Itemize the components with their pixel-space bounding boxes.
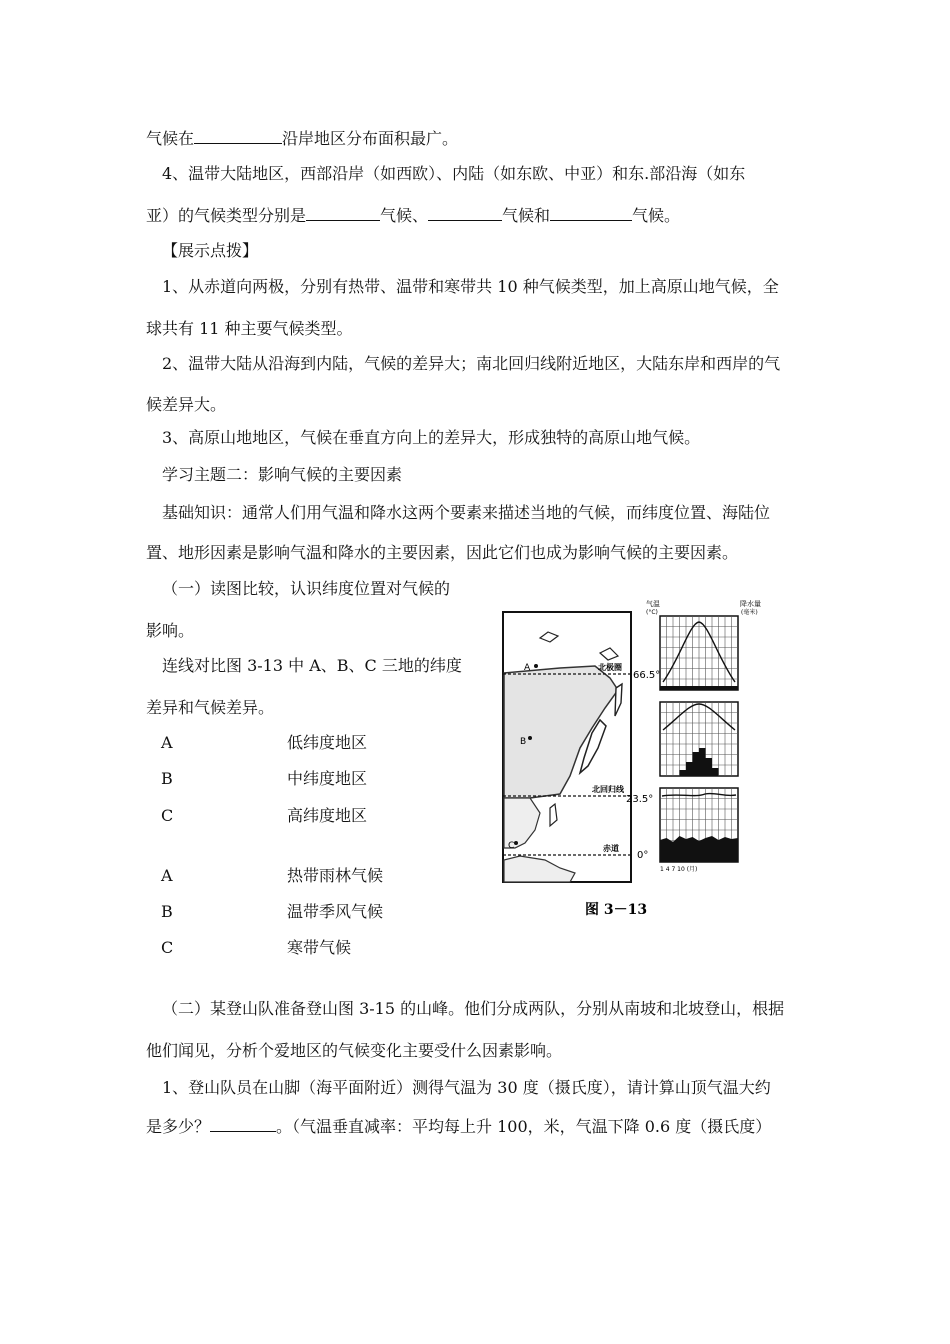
match1-right-a: 低纬度地区 (287, 733, 368, 752)
para2-line1: 4、温带大陆地区，西部沿岸（如西欧）、内陆（如东欧、中亚）和东.部沿海（如东 (162, 164, 746, 183)
part1-line4: 差异和气候差异。 (146, 698, 275, 717)
match1-left-c: C (161, 806, 174, 825)
point-b-label: B (520, 737, 527, 747)
basic-line1: 基础知识：通常人们用气温和降水这两个要素来描述当地的气候，而纬度位置、海陆位 (162, 503, 771, 522)
match1-left-a: A (161, 733, 173, 752)
figure-caption: 图 3－13 (585, 902, 648, 918)
part1-line2: 影响。 (146, 621, 195, 640)
text: 气候在 (146, 129, 195, 148)
part2-line1: （二）某登山队准备登山图 3-15 的山峰。他们分成两队，分别从南坡和北坡登山，根据 (162, 999, 785, 1018)
para2-line2 (146, 204, 680, 227)
match2-left-b: B (161, 902, 173, 921)
text: 气候和 (502, 206, 551, 225)
arctic-label: 北极圈 (598, 662, 622, 672)
figure-svg (500, 598, 770, 928)
month-axis: 1 4 7 10 (月) (660, 866, 698, 873)
text: 是多少？ (146, 1117, 211, 1136)
climate-chart-b (660, 702, 738, 776)
match2-right-c: 寒带气候 (287, 938, 352, 957)
match2-left-a: A (161, 866, 173, 885)
topic2-title: 学习主题二：影响气候的主要因素 (162, 465, 403, 484)
section-title: 【展示点拨】 (162, 241, 259, 260)
blank-field[interactable] (428, 204, 502, 221)
match1-right-b: 中纬度地区 (287, 769, 368, 788)
part2-line2: 他们闻见，分析个爱地区的气候变化主要受什么因素影响。 (146, 1041, 563, 1060)
part1-line3: 连线对比图 3-13 中 A、B、C 三地的纬度 (162, 656, 462, 675)
match2-right-b: 温带季风气候 (287, 902, 384, 921)
tropic-lat: 23.5° (626, 794, 654, 805)
blank-field[interactable] (306, 204, 380, 221)
map-panel (503, 612, 631, 882)
match1-right-c: 高纬度地区 (287, 806, 368, 825)
point1-line2: 球共有 11 种主要气候类型。 (146, 319, 353, 338)
climate-chart-a (646, 599, 761, 690)
point2-line2: 候差异大。 (146, 395, 227, 414)
text: 。（气温垂直减率：平均每上升 100，米，气温下降 0.6 度（摄氏度） (276, 1117, 772, 1136)
q1-line2 (146, 1115, 771, 1138)
point3-line: 3、高原山地地区，气候在垂直方向上的差异大，形成独特的高原山地气候。 (162, 428, 701, 447)
tropic-label: 北回归线 (592, 784, 624, 794)
answer-blank[interactable] (210, 1115, 276, 1132)
point2-line1: 2、温带大陆从沿海到内陆，气候的差异大；南北回归线附近地区，大陆东岸和西岸的气 (162, 354, 781, 373)
precip-header: 降水量 (740, 600, 761, 608)
match1-left-b: B (161, 769, 173, 788)
equator-label: 赤道 (603, 843, 619, 853)
match2-right-a: 热带雨林气候 (287, 866, 384, 885)
part1-line1: （一）读图比较，认识纬度位置对气候的 (162, 579, 451, 598)
text: 气候、 (380, 206, 429, 225)
text: 气候。 (632, 206, 681, 225)
precip-unit: (毫米) (741, 609, 758, 616)
match2-left-c: C (161, 938, 174, 957)
basic-line2: 置、地形因素是影响气温和降水的主要因素，因此它们也成为影响气候的主要因素。 (146, 543, 739, 562)
point1-line1: 1、从赤道向两极，分别有热带、温带和寒带共 10 种气候类型，加上高原山地气候，全 (162, 277, 779, 296)
blank-field[interactable] (550, 204, 632, 221)
point-c-label: C (508, 841, 515, 851)
climate-chart-c (660, 788, 738, 873)
temp-unit: (°C) (646, 609, 658, 616)
text: 亚）的气候类型分别是 (146, 206, 307, 225)
q1-line1: 1、登山队员在山脚（海平面附近）测得气温为 30 度（摄氏度），请计算山顶气温大约 (162, 1078, 771, 1097)
equator-lat: 0° (637, 850, 649, 861)
blank-field[interactable] (194, 127, 282, 144)
arctic-lat: 66.5° (633, 670, 661, 681)
point-a-label: A (524, 663, 531, 673)
figure-3-13 (500, 598, 770, 928)
para1-line (146, 127, 458, 150)
temp-header: 气温 (646, 600, 660, 608)
text: 沿岸地区分布面积最广。 (282, 129, 459, 148)
